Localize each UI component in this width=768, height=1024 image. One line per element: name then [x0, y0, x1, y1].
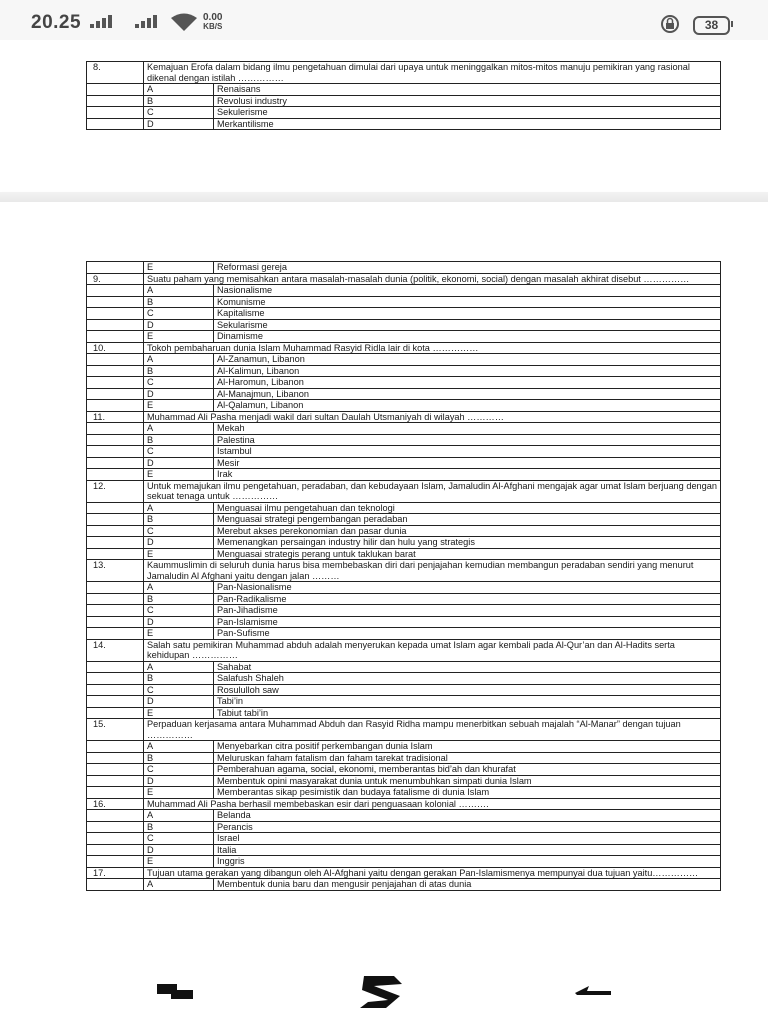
option-text: Israel — [214, 833, 721, 845]
option-text: Irak — [214, 469, 721, 481]
option-row — [87, 95, 721, 107]
option-letter: B — [144, 365, 214, 377]
option-letter: D — [144, 388, 214, 400]
option-text: Sekularisme — [214, 319, 721, 331]
option-text: Pan-Jihadisme — [214, 605, 721, 617]
question-number: 9. — [87, 273, 144, 285]
question-row — [87, 719, 721, 741]
battery-icon — [731, 21, 733, 27]
option-row — [87, 118, 721, 130]
option-letter: B — [144, 296, 214, 308]
option-row — [87, 331, 721, 343]
option-letter: C — [144, 107, 214, 119]
option-letter: D — [144, 616, 214, 628]
option-letter: C — [144, 764, 214, 776]
question-number: 14. — [87, 639, 144, 661]
status-bar — [0, 0, 768, 40]
question-text: Salah satu pemikiran Muhammad abduh adalah menyerukan kepada umat Islam agar kembali pada Al-Qur’an dan Al-Hadits serta kehidupan …………… — [144, 639, 721, 661]
option-text: Menyebarkan citra positif perkembangan dunia Islam — [214, 741, 721, 753]
option-text: Renaisans — [214, 84, 721, 96]
option-row — [87, 707, 721, 719]
option-letter: E — [144, 787, 214, 799]
option-letter: E — [144, 400, 214, 412]
network-speed-unit: KB/S — [203, 22, 223, 31]
option-row — [87, 548, 721, 560]
option-text: Memberantas sikap pesimistik dan budaya fatalisme di dunia Islam — [214, 787, 721, 799]
option-text: Pan-Radikalisme — [214, 593, 721, 605]
question-table-page-1 — [86, 61, 721, 130]
option-row — [87, 775, 721, 787]
option-row — [87, 84, 721, 96]
option-letter: D — [144, 457, 214, 469]
option-letter: D — [144, 537, 214, 549]
home-icon[interactable] — [356, 972, 410, 1012]
option-row — [87, 308, 721, 320]
recent-apps-icon[interactable] — [157, 984, 195, 1000]
question-number: 12. — [87, 480, 144, 502]
option-letter: A — [144, 423, 214, 435]
question-number: 17. — [87, 867, 144, 879]
option-letter: A — [144, 502, 214, 514]
option-row — [87, 605, 721, 617]
lock-rotation-icon — [659, 15, 681, 33]
question-number: 13. — [87, 560, 144, 582]
question-text: Tokoh pembaharuan dunia Islam Muhammad Rasyid Ridla lair di kota …………… — [144, 342, 721, 354]
option-row — [87, 296, 721, 308]
question-text: Suatu paham yang memisahkan antara masalah-masalah dunia (politik, ekonomi, social) dengan masalah akhirat disebut …………… — [144, 273, 721, 285]
option-row — [87, 457, 721, 469]
question-text: Untuk memajukan ilmu pengetahuan, peradaban, dan kebudayaan Islam, Jamaludin Al-Afghani mengajak agar umat Islam berjuang dengan sekuat tenaga untuk …………… — [144, 480, 721, 502]
option-text: Tabi’in — [214, 696, 721, 708]
option-text: Pan-Islamisme — [214, 616, 721, 628]
option-text: Belanda — [214, 810, 721, 822]
option-letter: A — [144, 354, 214, 366]
option-letter: A — [144, 741, 214, 753]
option-text: Sekulerisme — [214, 107, 721, 119]
question-text: Kaummuslimin di seluruh dunia harus bisa membebaskan diri dari penjajahan kemudian membangun peradaban sendiri yang menurut Jamaludin Al Afghani yaitu dengan jalan ……… — [144, 560, 721, 582]
option-text: Pan-Nasionalisme — [214, 582, 721, 594]
status-time: 20.25 — [31, 12, 82, 33]
question-number: 11. — [87, 411, 144, 423]
option-text: Menguasai strategi pengembangan peradaban — [214, 514, 721, 526]
document-page-1 — [0, 40, 768, 200]
battery-level: 38 — [693, 16, 730, 35]
option-row — [87, 365, 721, 377]
question-number: 16. — [87, 798, 144, 810]
back-icon[interactable] — [575, 984, 613, 998]
option-row — [87, 810, 721, 822]
option-letter: B — [144, 514, 214, 526]
question-text: Tujuan utama gerakan yang dibangun oleh Al-Afghani yaitu dengan gerakan Pan-Islamismenya mempunyai dua tujuan yaitu…………… — [144, 867, 721, 879]
option-text: Tabiut tabi’in — [214, 707, 721, 719]
option-letter: E — [144, 469, 214, 481]
option-row — [87, 752, 721, 764]
question-row — [87, 798, 721, 810]
option-row — [87, 821, 721, 833]
option-letter: B — [144, 593, 214, 605]
option-row — [87, 844, 721, 856]
option-row — [87, 537, 721, 549]
option-letter: E — [144, 628, 214, 640]
option-row — [87, 787, 721, 799]
option-text: Revolusi industry — [214, 95, 721, 107]
network-speed — [203, 13, 222, 31]
option-text: Al-Haromun, Libanon — [214, 377, 721, 389]
option-row — [87, 764, 721, 776]
option-row — [87, 502, 721, 514]
question-number: 15. — [87, 719, 144, 741]
option-row — [87, 107, 721, 119]
option-text: Reformasi gereja — [214, 262, 721, 274]
option-row — [87, 879, 721, 891]
option-letter: A — [144, 285, 214, 297]
question-text: Perpaduan kerjasama antara Muhammad Abduh dan Rasyid Ridha mampu menerbitkan sebuah majalah “Al-Manar” dengan tujuan …………… — [144, 719, 721, 741]
option-letter: E — [144, 548, 214, 560]
option-letter: C — [144, 684, 214, 696]
network-speed-value: 0.00 — [203, 12, 223, 23]
document-page-2 — [0, 202, 768, 942]
option-row — [87, 684, 721, 696]
option-text: Membentuk opini masyarakat dunia untuk menumbuhkan simpati dunia Islam — [214, 775, 721, 787]
option-text: Memenangkan persaingan industry hilir dan hulu yang strategis — [214, 537, 721, 549]
option-text: Pemberahuan agama, social, ekonomi, memberantas bid’ah dan khurafat — [214, 764, 721, 776]
option-row — [87, 593, 721, 605]
option-row — [87, 525, 721, 537]
option-letter: C — [144, 446, 214, 458]
option-row — [87, 856, 721, 868]
question-text: Muhammad Ali Pasha berhasil membebaskan esir dari penguasaan kolonial ………. — [144, 798, 721, 810]
option-letter: E — [144, 331, 214, 343]
question-row — [87, 342, 721, 354]
option-text: Sahabat — [214, 661, 721, 673]
question-row — [87, 560, 721, 582]
option-text: Nasionalisme — [214, 285, 721, 297]
option-letter: A — [144, 810, 214, 822]
option-text: Perancis — [214, 821, 721, 833]
option-letter: E — [144, 707, 214, 719]
option-text: Merebut akses perekonomian dan pasar dunia — [214, 525, 721, 537]
option-letter: A — [144, 879, 214, 891]
question-number: 10. — [87, 342, 144, 354]
question-table-page-2 — [86, 261, 721, 891]
option-text: Meluruskan faham fatalism dan faham tarekat tradisional — [214, 752, 721, 764]
wifi-icon — [170, 13, 198, 33]
question-row — [87, 62, 721, 84]
option-letter: A — [144, 661, 214, 673]
option-text: Mesir — [214, 457, 721, 469]
option-letter: B — [144, 821, 214, 833]
option-row — [87, 616, 721, 628]
option-text: Al-Kalimun, Libanon — [214, 365, 721, 377]
signal-strength-2-icon — [135, 14, 171, 28]
option-text: Menguasai strategis perang untuk taklukan barat — [214, 548, 721, 560]
option-text: Italia — [214, 844, 721, 856]
option-text: Salafush Shaleh — [214, 673, 721, 685]
option-row — [87, 388, 721, 400]
option-letter: B — [144, 434, 214, 446]
option-row — [87, 285, 721, 297]
question-row — [87, 480, 721, 502]
question-text: Muhammad Ali Pasha menjadi wakil dari sultan Daulah Utsmaniyah di wilayah ………… — [144, 411, 721, 423]
option-letter: B — [144, 673, 214, 685]
question-row — [87, 411, 721, 423]
option-letter: D — [144, 844, 214, 856]
option-letter: C — [144, 605, 214, 617]
option-letter: D — [144, 118, 214, 130]
option-letter: C — [144, 525, 214, 537]
option-letter: A — [144, 84, 214, 96]
option-row — [87, 514, 721, 526]
question-row — [87, 639, 721, 661]
option-letter: E — [144, 262, 214, 274]
option-text: Membentuk dunia baru dan mengusir penjajahan di atas dunia — [214, 879, 721, 891]
option-row — [87, 582, 721, 594]
question-row — [87, 273, 721, 285]
option-text: Palestina — [214, 434, 721, 446]
option-row — [87, 469, 721, 481]
option-letter: C — [144, 833, 214, 845]
question-number: 8. — [87, 62, 144, 84]
navigation-bar — [0, 960, 768, 1024]
option-text: Pan-Sufisme — [214, 628, 721, 640]
option-row — [87, 319, 721, 331]
option-text: Menguasai ilmu pengetahuan dan teknologi — [214, 502, 721, 514]
option-row — [87, 696, 721, 708]
option-row — [87, 673, 721, 685]
question-text: Kemajuan Erofa dalam bidang ilmu pengetahuan dimulai dari upaya untuk meninggalkan mitos-mitos manuju pemikiran yang rasional dikenal dengan istilah …………… — [144, 62, 721, 84]
option-letter: E — [144, 856, 214, 868]
option-text: Al-Manajmun, Libanon — [214, 388, 721, 400]
option-text: Komunisme — [214, 296, 721, 308]
option-row — [87, 400, 721, 412]
option-row — [87, 434, 721, 446]
question-row — [87, 867, 721, 879]
option-row — [87, 262, 721, 274]
option-text: Mekah — [214, 423, 721, 435]
option-row — [87, 628, 721, 640]
option-text: Merkantilisme — [214, 118, 721, 130]
option-text: Al-Zanamun, Libanon — [214, 354, 721, 366]
page-separator — [0, 192, 768, 202]
option-text: Al-Qalamun, Libanon — [214, 400, 721, 412]
option-row — [87, 833, 721, 845]
option-row — [87, 423, 721, 435]
option-letter: D — [144, 319, 214, 331]
option-letter: B — [144, 95, 214, 107]
option-letter: A — [144, 582, 214, 594]
option-row — [87, 741, 721, 753]
option-letter: B — [144, 752, 214, 764]
option-row — [87, 446, 721, 458]
option-letter: D — [144, 696, 214, 708]
option-text: Inggris — [214, 856, 721, 868]
option-text: Dinamisme — [214, 331, 721, 343]
option-row — [87, 354, 721, 366]
option-text: Istambul — [214, 446, 721, 458]
option-letter: D — [144, 775, 214, 787]
signal-strength-icon — [90, 14, 126, 28]
option-row — [87, 661, 721, 673]
option-row — [87, 377, 721, 389]
option-letter: C — [144, 377, 214, 389]
option-text: Rosululloh saw — [214, 684, 721, 696]
option-letter: C — [144, 308, 214, 320]
option-text: Kapitalisme — [214, 308, 721, 320]
